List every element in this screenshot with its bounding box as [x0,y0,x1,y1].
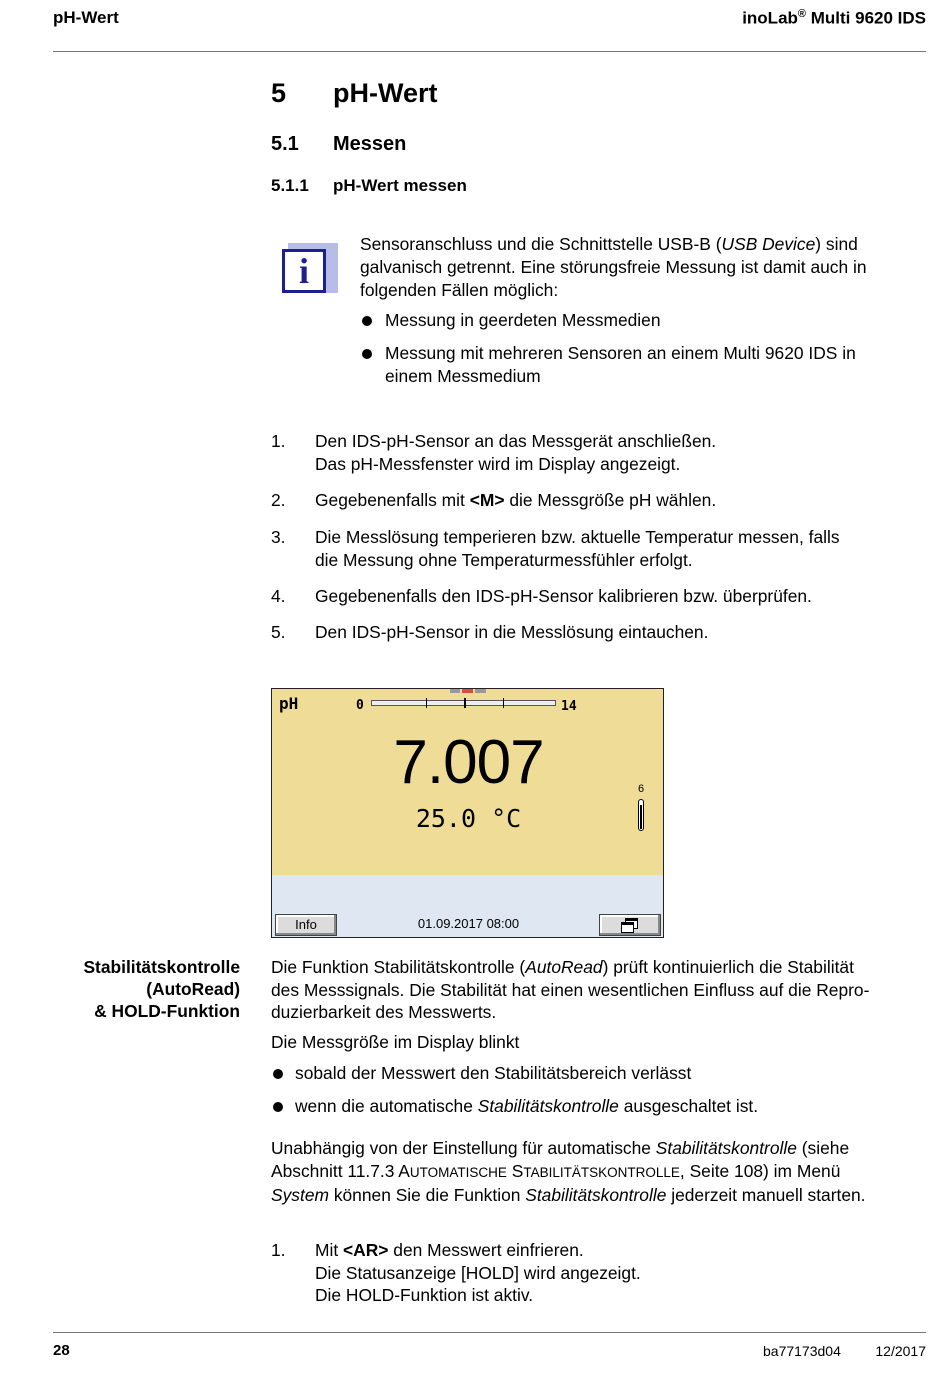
section-number: 5 [271,78,287,108]
softkey-menu-button[interactable] [599,914,661,936]
step-text: Die Messlösung temperieren bzw. aktuelle Temperatur messen, falls die Messung ohne Temperaturmessfühler erfolgt. [315,527,840,570]
step-number: 1. [271,1240,286,1260]
step-text: Gegebenenfalls den IDS-pH-Sensor kalibrieren bzw. überprüfen. [315,586,812,606]
autoread-paragraph-1: Die Funktion Stabilitätskontrolle (AutoRead) prüft kontinuierlich die Stabilität des Messsignals. Die Stabilität hat einen wesentlichen Einfluss auf die Repro- duzierbarkeit des Messwerts. [271,957,870,1022]
step-text: Mit <AR> den Messwert einfrieren. Die Statusanzeige [HOLD] wird angezeigt. Die HOLD-Funktion ist aktiv. [315,1240,641,1305]
bullet-dot [273,1102,283,1112]
section-title: pH-Wert [333,78,438,108]
parameter-label: pH [279,694,299,713]
subsubsection-number: 5.1.1 [271,176,309,195]
autoread-bullet-2: wenn die automatische Stabilitätskontrolle ausgeschaltet ist. [295,1096,759,1116]
measured-value: 7.007 [393,728,544,797]
step-text: Den IDS-pH-Sensor an das Messgerät anschließen. Das pH-Messfenster wird im Display angezeigt. [315,431,717,474]
scale-max-label: 14 [561,699,577,714]
document-code: ba77173d04 [763,1343,841,1359]
subsection-number: 5.1 [271,133,299,155]
margin-heading: Stabilitätskontrolle (AutoRead) & HOLD-Funktion [83,957,240,1021]
bullet-dot [273,1069,283,1079]
bullet-dot [362,316,372,326]
step-number: 1. [271,431,286,451]
bullet-dot [362,349,372,359]
autoread-paragraph-2: Die Messgröße im Display blinkt [271,1032,520,1052]
temperature-value: 25.0 °C [415,804,522,833]
info-bullet-1: Messung in geerdeten Messmedien [385,310,661,330]
scale-min-label: 0 [356,698,364,713]
step-number: 3. [271,527,286,547]
meter-display [271,688,664,938]
status-marker [475,689,486,693]
step-number: 4. [271,586,286,606]
running-header-product: inoLab® Multi 9620 IDS [742,8,926,28]
status-marker [450,689,460,693]
page-number: 28 [53,1342,70,1359]
subsection-title: Messen [333,133,407,155]
softkey-info-button[interactable]: Info [275,914,337,936]
info-bullet-2: Messung mit mehreren Sensoren an einem Multi 9620 IDS in einem Messmedium [385,343,856,386]
running-header-section: pH-Wert [53,8,119,27]
autoread-bullet-1: sobald der Messwert den Stabilitätsbereich verlässt [295,1063,692,1083]
display-datetime: 01.09.2017 08:00 [417,916,520,931]
status-marker-active [462,689,473,693]
info-icon: i [282,243,338,299]
cross-reference-link[interactable]: AUTOMATISCHE STABILITÄTSKONTROLLE [398,1160,680,1181]
electrode-label: 6 [638,783,645,795]
footer-rule [53,1332,926,1333]
header-rule [53,51,926,52]
step-number: 5. [271,622,286,642]
step-text: Den IDS-pH-Sensor in die Messlösung eintauchen. [315,622,709,642]
autoread-paragraph-3: Unabhängig von der Einstellung für automatische Stabilitätskontrolle (siehe Abschnitt 11.7.3 AUTOMATISCHE STABILITÄTSKONTROLLE, Seite 108) im Menü System können Sie die Funktion Stabilitätskontrolle jederzeit manuell starten. [271,1138,866,1205]
windows-icon [621,918,639,933]
ph-scale-bar [371,700,556,706]
step-number: 2. [271,490,286,510]
document-date: 12/2017 [875,1343,926,1359]
info-paragraph: Sensoranschluss und die Schnittstelle USB-B (USB Device) sind galvanisch getrennt. Eine störungsfreie Messung ist damit auch in folgenden Fällen möglich: [360,234,867,300]
subsubsection-title: pH-Wert messen [333,176,467,195]
step-text: Gegebenenfalls mit <M> die Messgröße pH wählen. [315,490,717,510]
scale-pointer [464,698,466,708]
